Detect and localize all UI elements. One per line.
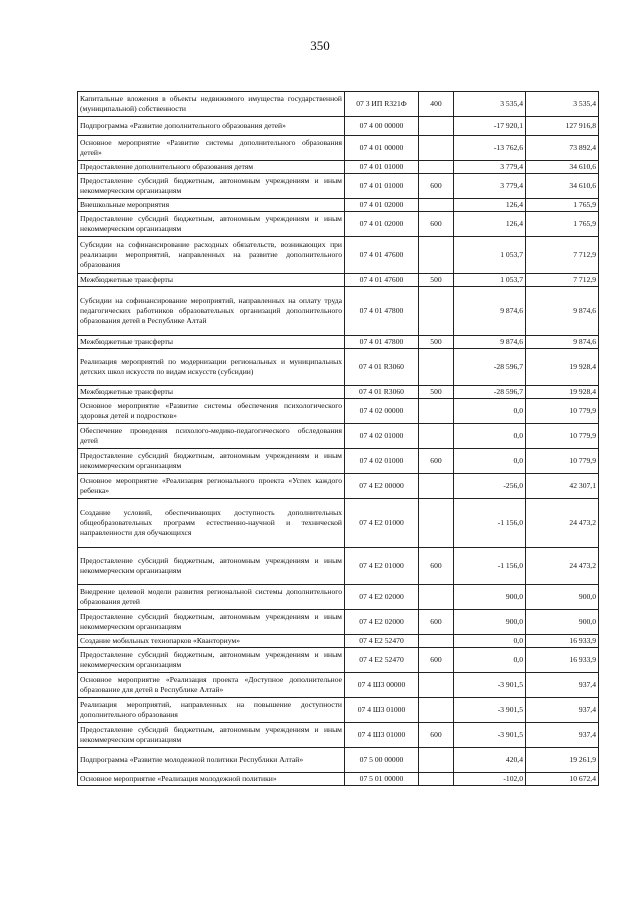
row-expense-type-cell: 600 [419, 648, 454, 673]
table-row [78, 499, 599, 548]
row-total-amount-cell: 3 535,4 [526, 92, 599, 117]
row-total-amount-cell: 24 473,2 [526, 548, 599, 585]
row-code-cell: 07 4 E2 01000 [345, 548, 419, 585]
table-row [78, 161, 599, 174]
row-expense-type-cell [419, 237, 454, 274]
row-total-amount-cell: 937,4 [526, 723, 599, 748]
row-change-amount-cell: -102,0 [454, 773, 526, 786]
row-total-amount-cell: 24 473,2 [526, 499, 599, 548]
table-row [78, 449, 599, 474]
row-name-cell: Основное мероприятие «Развитие системы обеспечения психологического здоровья детей и подростков» [78, 399, 345, 424]
row-expense-type-cell [419, 287, 454, 336]
row-expense-type-cell [419, 474, 454, 499]
row-change-amount-cell: 900,0 [454, 585, 526, 610]
row-name-cell: Реализация мероприятий, направленных на повышение доступности дополнительного образования [78, 698, 345, 723]
row-expense-type-cell [419, 585, 454, 610]
row-expense-type-cell [419, 424, 454, 449]
row-total-amount-cell: 127 916,8 [526, 117, 599, 136]
row-total-amount-cell: 7 712,9 [526, 237, 599, 274]
row-expense-type-cell [419, 635, 454, 648]
row-expense-type-cell: 600 [419, 174, 454, 199]
row-change-amount-cell: -3 901,5 [454, 723, 526, 748]
row-total-amount-cell: 10 779,9 [526, 424, 599, 449]
table-row [78, 585, 599, 610]
table-row [78, 673, 599, 698]
row-total-amount-cell: 16 933,9 [526, 635, 599, 648]
row-total-amount-cell: 7 712,9 [526, 274, 599, 287]
row-total-amount-cell: 19 261,9 [526, 748, 599, 773]
row-total-amount-cell: 937,4 [526, 673, 599, 698]
row-total-amount-cell: 34 610,6 [526, 161, 599, 174]
table-row [78, 92, 599, 117]
table-row [78, 610, 599, 635]
row-name-cell: Обеспечение проведения психолого-медико-педагогического обследования детей [78, 424, 345, 449]
row-name-cell: Подпрограмма «Развитие молодежной политики Республики Алтай» [78, 748, 345, 773]
table-row [78, 274, 599, 287]
row-name-cell: Предоставление дополнительного образования детям [78, 161, 345, 174]
row-change-amount-cell: 0,0 [454, 449, 526, 474]
row-change-amount-cell: 0,0 [454, 635, 526, 648]
row-expense-type-cell [419, 499, 454, 548]
row-name-cell: Межбюджетные трансферты [78, 336, 345, 349]
row-change-amount-cell: 0,0 [454, 648, 526, 673]
row-name-cell: Предоставление субсидий бюджетным, автономным учреждениям и иным некоммерческим организациям [78, 174, 345, 199]
row-expense-type-cell [419, 773, 454, 786]
row-code-cell: 07 4 E2 02000 [345, 610, 419, 635]
row-total-amount-cell: 1 765,9 [526, 212, 599, 237]
table-row [78, 212, 599, 237]
row-total-amount-cell: 900,0 [526, 610, 599, 635]
row-name-cell: Внешкольные мероприятия [78, 199, 345, 212]
table-row [78, 698, 599, 723]
row-total-amount-cell: 10 672,4 [526, 773, 599, 786]
row-name-cell: Межбюджетные трансферты [78, 386, 345, 399]
row-change-amount-cell: -1 156,0 [454, 499, 526, 548]
row-total-amount-cell: 19 928,4 [526, 386, 599, 399]
row-name-cell: Основное мероприятие «Реализация регионального проекта «Успех каждого ребенка» [78, 474, 345, 499]
row-expense-type-cell [419, 199, 454, 212]
row-code-cell: 07 4 00 00000 [345, 117, 419, 136]
page-number: 350 [310, 38, 330, 53]
row-expense-type-cell: 500 [419, 386, 454, 399]
row-code-cell: 07 4 01 R3060 [345, 386, 419, 399]
row-code-cell: 07 4 01 02000 [345, 199, 419, 212]
table-row [78, 648, 599, 673]
table-row [78, 287, 599, 336]
row-total-amount-cell: 34 610,6 [526, 174, 599, 199]
table-row [78, 174, 599, 199]
table-row [78, 336, 599, 349]
row-change-amount-cell: -3 901,5 [454, 698, 526, 723]
table-row [78, 136, 599, 161]
row-expense-type-cell [419, 399, 454, 424]
row-change-amount-cell: 126,4 [454, 199, 526, 212]
row-code-cell: 07 4 E2 52470 [345, 648, 419, 673]
row-code-cell: 07 4 01 47600 [345, 274, 419, 287]
row-expense-type-cell [419, 698, 454, 723]
table-row [78, 349, 599, 386]
row-code-cell: 07 4 01 47600 [345, 237, 419, 274]
row-expense-type-cell [419, 673, 454, 698]
table-row [78, 773, 599, 786]
row-code-cell: 07 4 02 01000 [345, 449, 419, 474]
row-name-cell: Внедрение целевой модели развития региональной системы дополнительного образования детей [78, 585, 345, 610]
row-expense-type-cell [419, 161, 454, 174]
row-name-cell: Предоставление субсидий бюджетным, автономным учреждениям и иным некоммерческим организациям [78, 723, 345, 748]
row-total-amount-cell: 937,4 [526, 698, 599, 723]
row-change-amount-cell: 3 779,4 [454, 174, 526, 199]
row-change-amount-cell: 9 874,6 [454, 287, 526, 336]
row-code-cell: 07 4 01 00000 [345, 136, 419, 161]
table-row [78, 635, 599, 648]
row-change-amount-cell: -17 920,1 [454, 117, 526, 136]
row-name-cell: Реализация мероприятий по модернизации региональных и муниципальных детских школ искусств по видам искусств (субсидии) [78, 349, 345, 386]
row-name-cell: Подпрограмма «Развитие дополнительного образования детей» [78, 117, 345, 136]
row-name-cell: Предоставление субсидий бюджетным, автономным учреждениям и иным некоммерческим организациям [78, 449, 345, 474]
row-code-cell: 07 5 00 00000 [345, 748, 419, 773]
row-total-amount-cell: 10 779,9 [526, 399, 599, 424]
table-row [78, 424, 599, 449]
row-change-amount-cell: 1 053,7 [454, 237, 526, 274]
row-change-amount-cell: 0,0 [454, 399, 526, 424]
row-name-cell: Субсидии на софинансирование расходных обязательств, возникающих при реализации мероприятий, направленных на развитие дополнительного образования [78, 237, 345, 274]
row-change-amount-cell: 420,4 [454, 748, 526, 773]
row-total-amount-cell: 16 933,9 [526, 648, 599, 673]
row-total-amount-cell: 9 874,6 [526, 287, 599, 336]
row-code-cell: 07 4 Ш3 00000 [345, 673, 419, 698]
row-change-amount-cell: 3 535,4 [454, 92, 526, 117]
table-row [78, 199, 599, 212]
row-name-cell: Создание мобильных технопарков «Кванториум» [78, 635, 345, 648]
row-code-cell: 07 4 01 01000 [345, 161, 419, 174]
row-total-amount-cell: 42 307,1 [526, 474, 599, 499]
row-expense-type-cell: 600 [419, 723, 454, 748]
row-name-cell: Создание условий, обеспечивающих доступность дополнительных общеобразовательных программ естественно-научной и технической направленности для обучающихся [78, 499, 345, 548]
table-row [78, 399, 599, 424]
row-name-cell: Капитальные вложения в объекты недвижимого имущества государственной (муниципальной) собственности [78, 92, 345, 117]
row-code-cell: 07 4 Ш3 01000 [345, 723, 419, 748]
row-total-amount-cell: 1 765,9 [526, 199, 599, 212]
row-name-cell: Межбюджетные трансферты [78, 274, 345, 287]
table-row [78, 117, 599, 136]
row-change-amount-cell: -28 596,7 [454, 386, 526, 399]
row-expense-type-cell: 600 [419, 449, 454, 474]
table-row [78, 748, 599, 773]
row-code-cell: 07 4 01 R3060 [345, 349, 419, 386]
row-code-cell: 07 4 E2 02000 [345, 585, 419, 610]
row-expense-type-cell: 600 [419, 212, 454, 237]
row-name-cell: Основное мероприятие «Реализация молодежной политики» [78, 773, 345, 786]
row-name-cell: Основное мероприятие «Реализация проекта «Доступное дополнительное образование для детей в Республике Алтай» [78, 673, 345, 698]
row-code-cell: 07 4 01 47800 [345, 287, 419, 336]
row-change-amount-cell: 0,0 [454, 424, 526, 449]
row-change-amount-cell: -3 901,5 [454, 673, 526, 698]
budget-table-body [78, 92, 599, 786]
row-change-amount-cell: 1 053,7 [454, 274, 526, 287]
row-expense-type-cell: 500 [419, 274, 454, 287]
table-row [78, 474, 599, 499]
row-expense-type-cell [419, 136, 454, 161]
table-row [78, 237, 599, 274]
table-row [78, 386, 599, 399]
row-code-cell: 07 4 01 02000 [345, 212, 419, 237]
row-total-amount-cell: 10 779,9 [526, 449, 599, 474]
table-row [78, 723, 599, 748]
row-total-amount-cell: 19 928,4 [526, 349, 599, 386]
row-change-amount-cell: -256,0 [454, 474, 526, 499]
row-name-cell: Основное мероприятие «Развитие системы дополнительного образования детей» [78, 136, 345, 161]
row-change-amount-cell: 900,0 [454, 610, 526, 635]
row-change-amount-cell: -13 762,6 [454, 136, 526, 161]
row-total-amount-cell: 900,0 [526, 585, 599, 610]
row-code-cell: 07 4 E2 01000 [345, 499, 419, 548]
row-change-amount-cell: 126,4 [454, 212, 526, 237]
row-code-cell: 07 3 ИП R321Ф [345, 92, 419, 117]
row-name-cell: Предоставление субсидий бюджетным, автономным учреждениям и иным некоммерческим организациям [78, 212, 345, 237]
row-expense-type-cell: 600 [419, 548, 454, 585]
row-name-cell: Субсидии на софинансирование мероприятий, направленных на оплату труда педагогических работников образовательных организаций дополнительного образования детей в Республике Алтай [78, 287, 345, 336]
budget-table [77, 91, 599, 786]
row-expense-type-cell [419, 748, 454, 773]
table-row [78, 548, 599, 585]
row-expense-type-cell: 500 [419, 336, 454, 349]
row-expense-type-cell: 400 [419, 92, 454, 117]
row-change-amount-cell: 9 874,6 [454, 336, 526, 349]
row-name-cell: Предоставление субсидий бюджетным, автономным учреждениям и иным некоммерческим организациям [78, 648, 345, 673]
row-code-cell: 07 4 Ш3 01000 [345, 698, 419, 723]
row-code-cell: 07 4 01 01000 [345, 174, 419, 199]
row-name-cell: Предоставление субсидий бюджетным, автономным учреждениям и иным некоммерческим организациям [78, 610, 345, 635]
row-expense-type-cell [419, 349, 454, 386]
row-code-cell: 07 4 02 00000 [345, 399, 419, 424]
row-code-cell: 07 4 E2 00000 [345, 474, 419, 499]
row-change-amount-cell: -28 596,7 [454, 349, 526, 386]
row-code-cell: 07 4 02 01000 [345, 424, 419, 449]
row-expense-type-cell: 600 [419, 610, 454, 635]
row-change-amount-cell: -1 156,0 [454, 548, 526, 585]
row-code-cell: 07 4 01 47800 [345, 336, 419, 349]
row-code-cell: 07 5 01 00000 [345, 773, 419, 786]
row-name-cell: Предоставление субсидий бюджетным, автономным учреждениям и иным некоммерческим организациям [78, 548, 345, 585]
row-total-amount-cell: 9 874,6 [526, 336, 599, 349]
row-total-amount-cell: 73 892,4 [526, 136, 599, 161]
row-expense-type-cell [419, 117, 454, 136]
row-change-amount-cell: 3 779,4 [454, 161, 526, 174]
row-code-cell: 07 4 E2 52470 [345, 635, 419, 648]
